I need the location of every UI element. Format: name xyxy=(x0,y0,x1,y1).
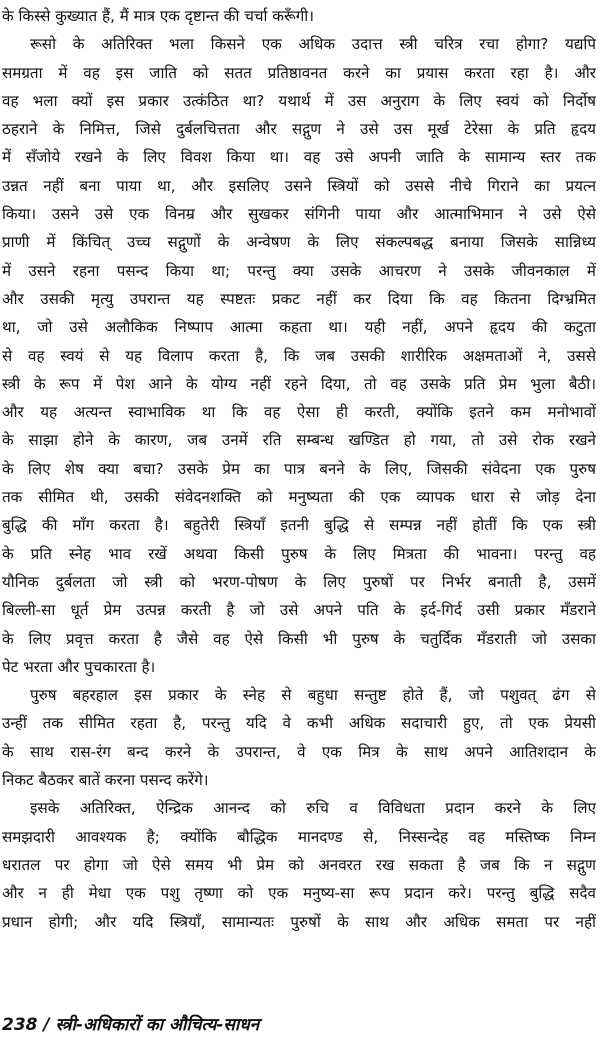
text-line: और उसकी मृत्यु उपरान्त यह स्पष्टतः प्रकट नहीं कर दिया कि वह कितना दिग्भ्रमित xyxy=(2,289,596,308)
text-line: और यह अत्यन्त स्वाभाविक था कि वह ऐसा ही करती, क्योंकि इतने कम मनोभावों xyxy=(2,403,596,422)
text-line: उन्हीं तक सीमित रहता है, परन्तु यदि वे कभी अधिक सदाचारी हुए, तो एक प्रेयसी xyxy=(2,714,596,733)
text-line: स्त्री के रूप में पेश आने के योग्य नहीं रहने दिया, तो वह उसके प्रति प्रेम भुला बैठी। xyxy=(2,374,596,393)
text-line: समझदारी आवश्यक है; क्योंकि बौद्धिक मानदण्ड से, निस्सन्देह वह मस्तिष्क निम्न xyxy=(2,827,596,846)
text-line: निकट बैठकर बातें करना पसन्द करेंगे। xyxy=(2,771,209,790)
text-line: के लिए प्रवृत्त करता है जैसे वह ऐसे किसी भी पुरुष के चतुर्दिक मँडराती जो उसका xyxy=(2,629,596,648)
text-line: से वह स्वयं से यह विलाप करता है, कि जब उसकी शारीरिक अक्षमताओं ने, उससे xyxy=(2,346,596,365)
text-line: के प्रति स्नेह भाव रखें अथवा किसी पुरुष के लिए मित्रता की भावना। परन्तु वह xyxy=(2,544,596,563)
text-line: के साथ रास-रंग बन्द करने के उपरान्त, वे एक मित्र के साथ अपने आतिशदान के xyxy=(2,742,596,761)
text-line: इसके अतिरिक्त, ऐन्द्रिक आनन्द को रुचि व विविधता प्रदान करने के लिए xyxy=(30,799,596,818)
text-line: के लिए शेष क्या बचा? उसके प्रेम का पात्र बनने के लिए, जिसकी संवेदना एक पुरुष xyxy=(2,459,596,478)
text-line: बिल्ली-सा धूर्त प्रेम उत्पन्न करती है जो उसे अपने पति के इर्द-गिर्द उसी प्रकार मँडराने xyxy=(2,601,596,620)
text-line: वह भला क्यों इस प्रकार उत्कंठित था? यथार्थ में उस अनुराग के लिए स्वयं को निर्दोष xyxy=(2,91,596,110)
text-line: तक सीमित थी, उसकी संवेदनशक्ति को मनुष्यता की एक व्यापक धारा से जोड़ देना xyxy=(2,488,596,507)
text-line: ठहराने के निमित्त, जिसे दुर्बलचित्तता और सद्गुण ने उसे उस मूर्ख टेरेसा के प्रति हृदय xyxy=(2,120,596,139)
text-line: के किस्से कुख्यात हैं, मैं मात्र एक दृष्टान्त की चर्चा करूँगी। xyxy=(2,7,314,25)
text-line: था, जो उसे अलौकिक निष्पाप आत्मा कहता था। यही नहीं, अपने हृदय की कटुता xyxy=(2,318,596,337)
text-line: समग्रता में वह इस जाति को सतत प्रतिष्ठावनत करने का प्रयास करता रहा है। और xyxy=(2,63,596,82)
text-line: बुद्धि की माँग करता है। बहुतेरी स्त्रियाँ इतनी बुद्धि से सम्पन्न नहीं होतीं कि एक स्त्री xyxy=(2,516,596,535)
text-line: में सँजोये रखने के लिए विवश किया था। वह उसे अपनी जाति के सामान्य स्तर तक xyxy=(2,148,596,167)
text-line: प्राणी में किंचित् उच्च सद्गुणों के अन्वेषण के लिए संकल्पबद्ध बनाया जिसके सान्निध्य xyxy=(2,233,596,252)
body-text xyxy=(2,2,596,936)
text-line: रूसो के अतिरिक्त भला किसने एक अधिक उदात्त स्त्री चरित्र रचा होगा? यद्यपि xyxy=(30,35,596,54)
text-line: धरातल पर होगा जो ऐसे समय भी प्रेम को अनवरत रख सकता है जब कि न सद्गुण xyxy=(2,855,596,874)
text-line: और न ही मेधा एक पशु तृष्णा को एक मनुष्य-सा रूप प्रदान करे। परन्तु बुद्धि सदैव xyxy=(2,884,596,903)
page-footer: 238 / स्त्री-अधिकारों का औचित्य-साधन xyxy=(2,1015,260,1035)
text-line: पुरुष बहरहाल इस प्रकार के स्नेह से बहुधा सन्तुष्ट होते हैं, जो पशुवत् ढंग से xyxy=(30,686,596,705)
text-line: के साझा होने के कारण, जब उनमें रति सम्बन्ध खण्डित हो गया, तो उसे रोक रखने xyxy=(2,431,596,450)
text-line: प्रधान होगी; और यदि स्त्रियाँ, सामान्यतः पुरुषों के साथ और अधिक समता पर नहीं xyxy=(2,912,596,931)
text-line: में उसने रहना पसन्द किया था; परन्तु क्या उसके आचरण ने उसके जीवनकाल में xyxy=(2,261,596,280)
text-line: किया। उसने उसे एक विनम्र और सुखकर संगिनी पाया और आत्माभिमान ने उसे ऐसे xyxy=(2,205,596,224)
text-line: पेट भरता और पुचकारता है। xyxy=(2,657,156,676)
text-line: यौनिक दुर्बलता जो स्त्री को भरण-पोषण के लिए पुरुषों पर निर्भर बनाती है, उसमें xyxy=(2,572,596,591)
text-line: उन्नत नहीं बना पाया था, और इसलिए उसने स्त्रियों को उससे नीचे गिराने का प्रयत्न xyxy=(2,176,596,195)
